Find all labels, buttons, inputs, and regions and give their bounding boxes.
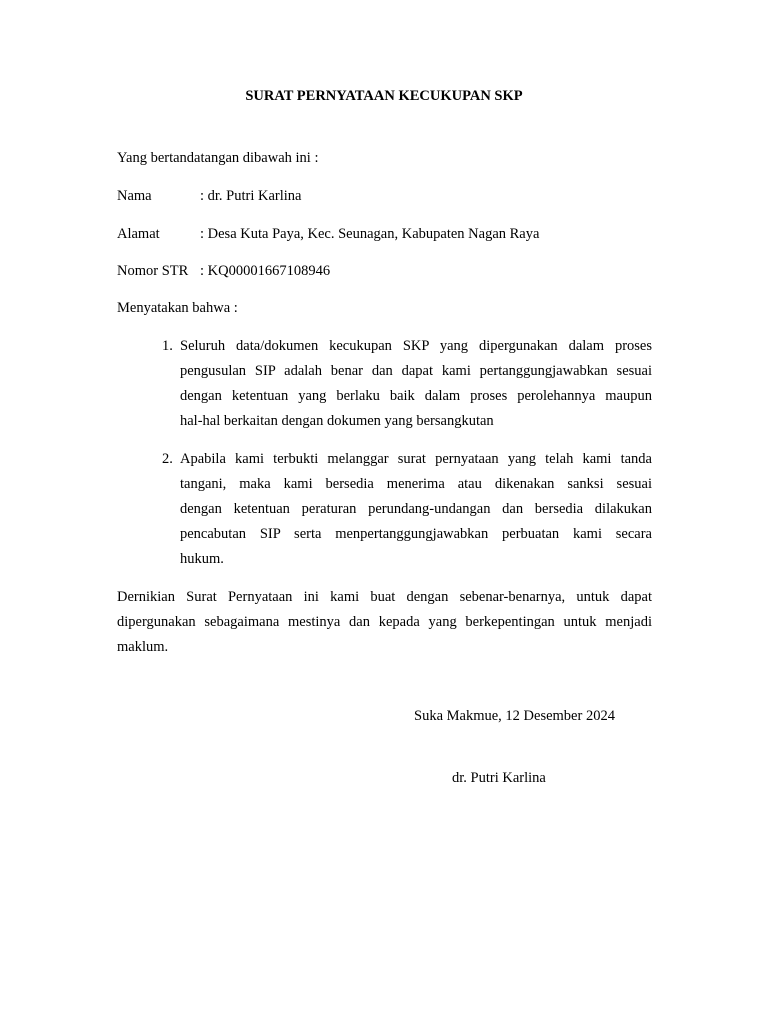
list-number: 2.	[162, 451, 173, 467]
field-label: Nama	[117, 188, 152, 204]
list-line: pencabutan SIP serta menpertanggungjawabkan perbuatan kami secara	[180, 526, 652, 542]
closing-line: Dernikian Surat Pernyataan ini kami buat dengan sebenar-benarnya, untuk dapat	[117, 589, 652, 605]
list-line: Seluruh data/dokumen kecukupan SKP yang dipergunakan dalam proses	[180, 338, 652, 354]
intro-text: Yang bertandatangan dibawah ini :	[117, 150, 319, 166]
list-line: hukum.	[180, 551, 224, 567]
list-line: Apabila kami terbukti melanggar surat pernyataan yang telah kami tanda	[180, 451, 652, 467]
document-title: SURAT PERNYATAAN KECUKUPAN SKP	[245, 88, 523, 104]
field-value: : Desa Kuta Paya, Kec. Seunagan, Kabupaten Nagan Raya	[200, 226, 540, 242]
closing-line: dipergunakan sebagaimana mestinya dan kepada yang berkepentingan untuk menjadi	[117, 614, 652, 630]
list-line: hal-hal berkaitan dengan dokumen yang bersangkutan	[180, 413, 494, 429]
closing-line: maklum.	[117, 639, 169, 655]
statement-intro: Menyatakan bahwa :	[117, 300, 238, 316]
list-line: dengan ketentuan peraturan perundang-undangan dan bersedia dilakukan	[180, 501, 652, 517]
field-value: : dr. Putri Karlina	[200, 188, 302, 204]
field-label: Nomor STR	[117, 263, 189, 279]
list-number: 1.	[162, 338, 173, 354]
field-value: : KQ00001667108946	[200, 263, 331, 279]
list-line: pengusulan SIP adalah benar dan dapat kami pertanggungjawabkan sesuai	[180, 363, 652, 379]
list-line: tangani, maka kami bersedia menerima atau dikenakan sanksi sesuai	[180, 476, 652, 492]
list-line: dengan ketentuan yang berlaku baik dalam proses perolehannya maupun	[180, 388, 652, 404]
place-date: Suka Makmue, 12 Desember 2024	[414, 708, 615, 724]
field-label: Alamat	[117, 226, 160, 242]
signatory-name: dr. Putri Karlina	[452, 770, 546, 786]
